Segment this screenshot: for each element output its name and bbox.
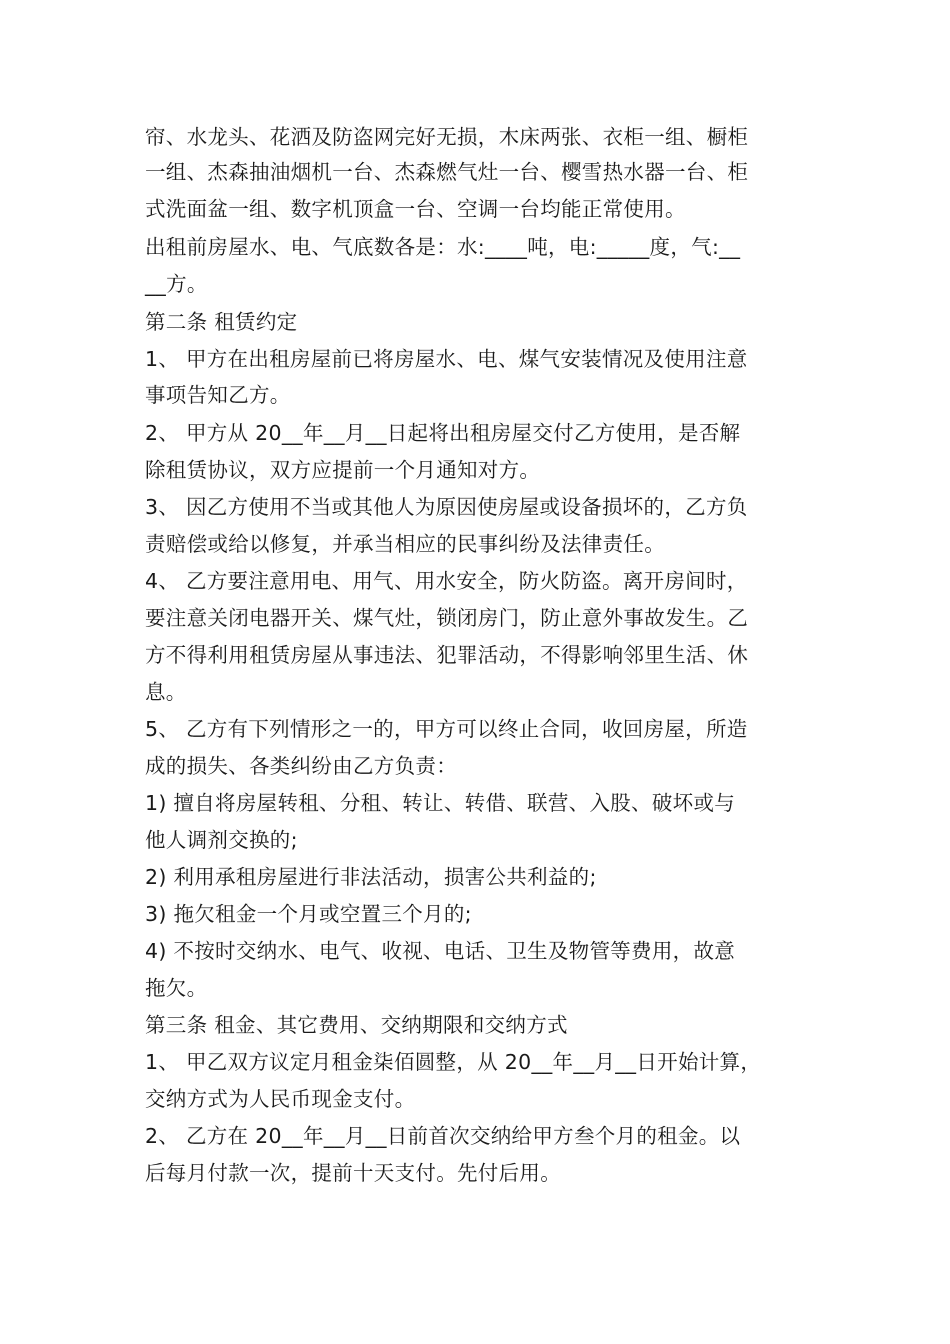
text-line: 息。 xyxy=(145,680,187,704)
text-line: 1) 擅自将房屋转租、分租、转让、转借、联营、入股、破坏或与 xyxy=(145,791,736,815)
text-line: 事项告知乙方。 xyxy=(145,383,291,407)
text-line: 4、 乙方要注意用电、用气、用水安全，防火防盗。离开房间时， xyxy=(145,569,748,593)
text-line: 2、 甲方从 20__年__月__日起将出租房屋交付乙方使用，是否解 xyxy=(145,421,741,445)
text-line: 拖欠。 xyxy=(145,976,208,1000)
text-line: 3、 因乙方使用不当或其他人为原因使房屋或设备损坏的，乙方负 xyxy=(145,495,748,519)
text-line: 帘、水龙头、花洒及防盗网完好无损，木床两张、衣柜一组、橱柜 xyxy=(145,125,749,149)
text-line: __方。 xyxy=(145,272,208,296)
text-line: 5、 乙方有下列情形之一的，甲方可以终止合同，收回房屋，所造 xyxy=(145,717,748,741)
text-line: 责赔偿或给以修复，并承当相应的民事纠纷及法律责任。 xyxy=(145,532,665,556)
section-heading: 第二条 租赁约定 xyxy=(145,310,298,334)
text-line: 2) 利用承租房屋进行非法活动，损害公共利益的; xyxy=(145,865,597,889)
text-line: 式洗面盆一组、数字机顶盒一台、空调一台均能正常使用。 xyxy=(145,197,686,221)
text-line: 3) 拖欠租金一个月或空置三个月的; xyxy=(145,902,472,926)
text-line: 4) 不按时交纳水、电气、收视、电话、卫生及物管等费用，故意 xyxy=(145,939,736,963)
text-line: 交纳方式为人民币现金支付。 xyxy=(145,1087,416,1111)
section-heading: 第三条 租金、其它费用、交纳期限和交纳方式 xyxy=(145,1013,568,1037)
text-line: 1、 甲方在出租房屋前已将房屋水、电、煤气安装情况及使用注意 xyxy=(145,347,748,371)
text-line: 2、 乙方在 20__年__月__日前首次交纳给甲方叁个月的租金。以 xyxy=(145,1124,741,1148)
text-line: 出租前房屋水、电、气底数各是：水:____吨，电:_____度，气:__ xyxy=(145,235,741,259)
text-line: 方不得利用租赁房屋从事违法、犯罪活动，不得影响邻里生活、休 xyxy=(145,643,749,667)
text-line: 1、 甲乙双方议定月租金柒佰圆整，从 20__年__月__日开始计算， xyxy=(145,1050,762,1074)
text-line: 后每月付款一次，提前十天支付。先付后用。 xyxy=(145,1161,561,1185)
text-line: 一组、杰森抽油烟机一台、杰森燃气灶一台、樱雪热水器一台、柜 xyxy=(145,160,749,184)
text-line: 要注意关闭电器开关、煤气灶，锁闭房门，防止意外事故发生。乙 xyxy=(145,606,749,630)
text-line: 成的损失、各类纠纷由乙方负责： xyxy=(145,754,457,778)
text-line: 除租赁协议，双方应提前一个月通知对方。 xyxy=(145,458,541,482)
text-line: 他人调剂交换的; xyxy=(145,828,298,852)
